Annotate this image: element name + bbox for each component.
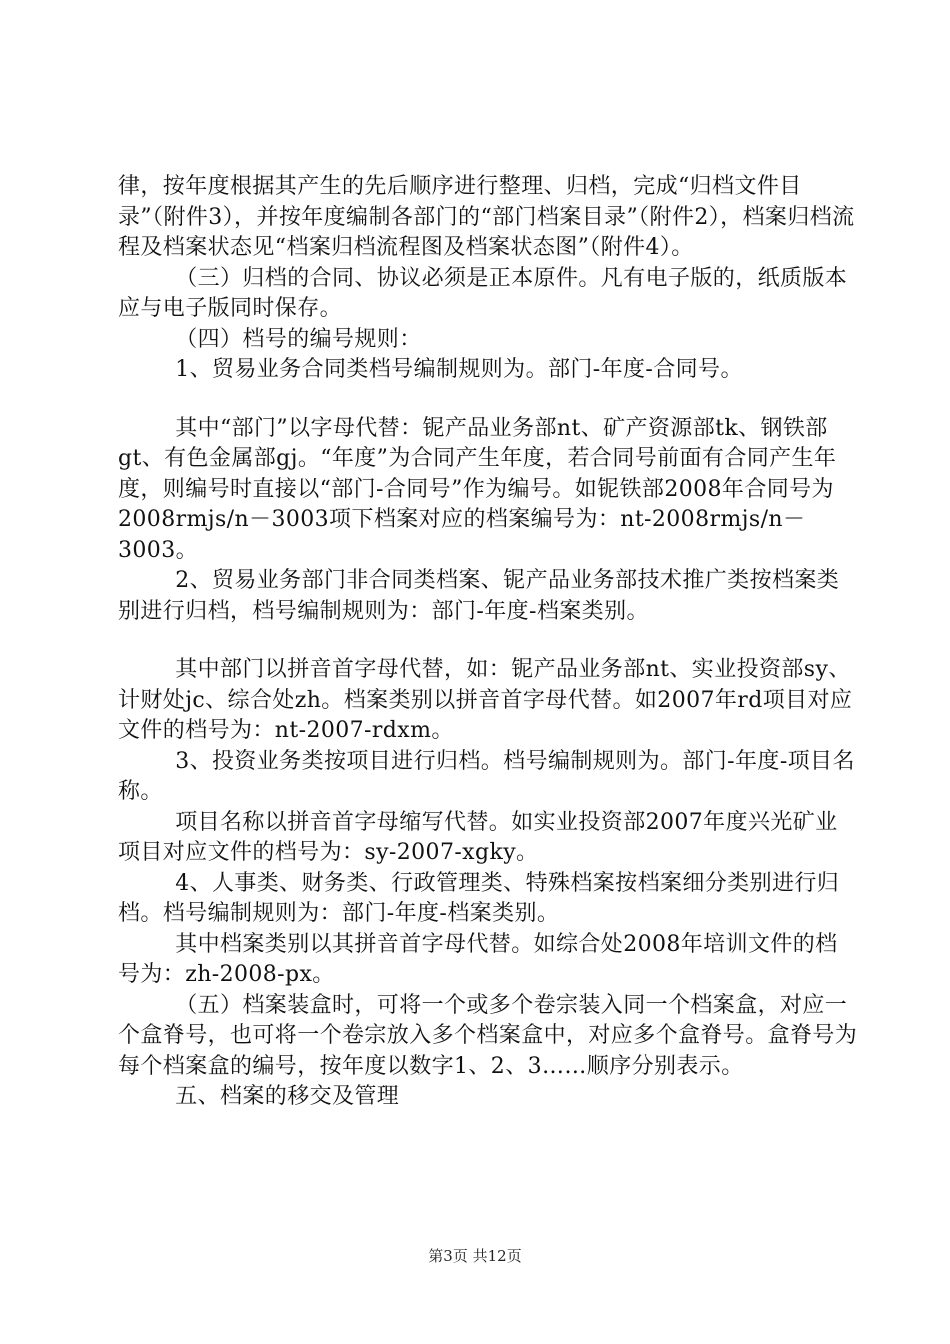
section-heading-transfer-management: 五、档案的移交及管理	[175, 1084, 400, 1109]
rule-2-non-contract-archives: 2、贸易业务部门非合同类档案、铌产品业务部技术推广类按档案类别进行归档，档号编制规则为：部门-年度-档案类别。	[118, 568, 840, 624]
rule-4-admin-categories: 4、人事类、财务类、行政管理类、特殊档案按档案细分类别进行归档。档号编制规则为：部门-年度-档案类别。	[118, 870, 840, 926]
section-heading-numbering-rules: （四）档号的编号规则：	[175, 326, 422, 352]
paragraph-department-codes: 其中“部门”以字母代替：铌产品业务部nt、矿产资源部tk、钢铁部gt、有色金属部gj。“年度”为合同产生年度，若合同号前面有合同产生年度，则编号时直接以“部门-合同号”作为编号。如铌铁部2008年合同号为2008rmjs/n－3003项下档案对应的档案编号为：nt-2008rmjs/n－3003。	[118, 415, 837, 563]
paragraph-project-name-codes: 项目名称以拼音首字母缩写代替。如实业投资部2007年度兴光矿业项目对应文件的档号为：sy-2007-xgky。	[118, 809, 838, 865]
section-5-box-numbering: （五）档案装盒时，可将一个或多个卷宗装入同一个档案盒，对应一个盒脊号，也可将一个卷宗放入多个档案盒中，对应多个盒脊号。盒脊号为每个档案盒的编号，按年度以数字1、2、3……顺序分别表示。	[118, 992, 858, 1079]
paragraph-category-codes: 其中档案类别以其拼音首字母代替。如综合处2008年培训文件的档号为：zh-2008-px。	[118, 931, 838, 987]
paragraph-archive-process: 律，按年度根据其产生的先后顺序进行整理、归档，完成“归档文件目录”（附件3），并按年度编制各部门的“部门档案目录”（附件2），档案归档流程及档案状态见“档案归档流程图及档案状态图”（附件4）。	[118, 174, 855, 260]
document-body	[118, 172, 858, 1113]
paragraph-pinyin-codes: 其中部门以拼音首字母代替，如：铌产品业务部nt、实业投资部sy、计财处jc、综合处zh。档案类别以拼音首字母代替。如2007年rd项目对应文件的档号为：nt-2007-rdxm。	[118, 657, 853, 743]
rule-3-investment-projects: 3、投资业务类按项目进行归档。档号编制规则为。部门-年度-项目名称。	[118, 748, 855, 804]
page-number-footer: 第3页 共12页	[428, 1247, 522, 1265]
rule-1-trade-contracts: 1、贸易业务合同类档号编制规则为。部门-年度-合同号。	[175, 357, 743, 382]
paragraph-original-contracts: （三）归档的合同、协议必须是正本原件。凡有电子版的，纸质版本应与电子版同时保存。	[118, 265, 848, 321]
